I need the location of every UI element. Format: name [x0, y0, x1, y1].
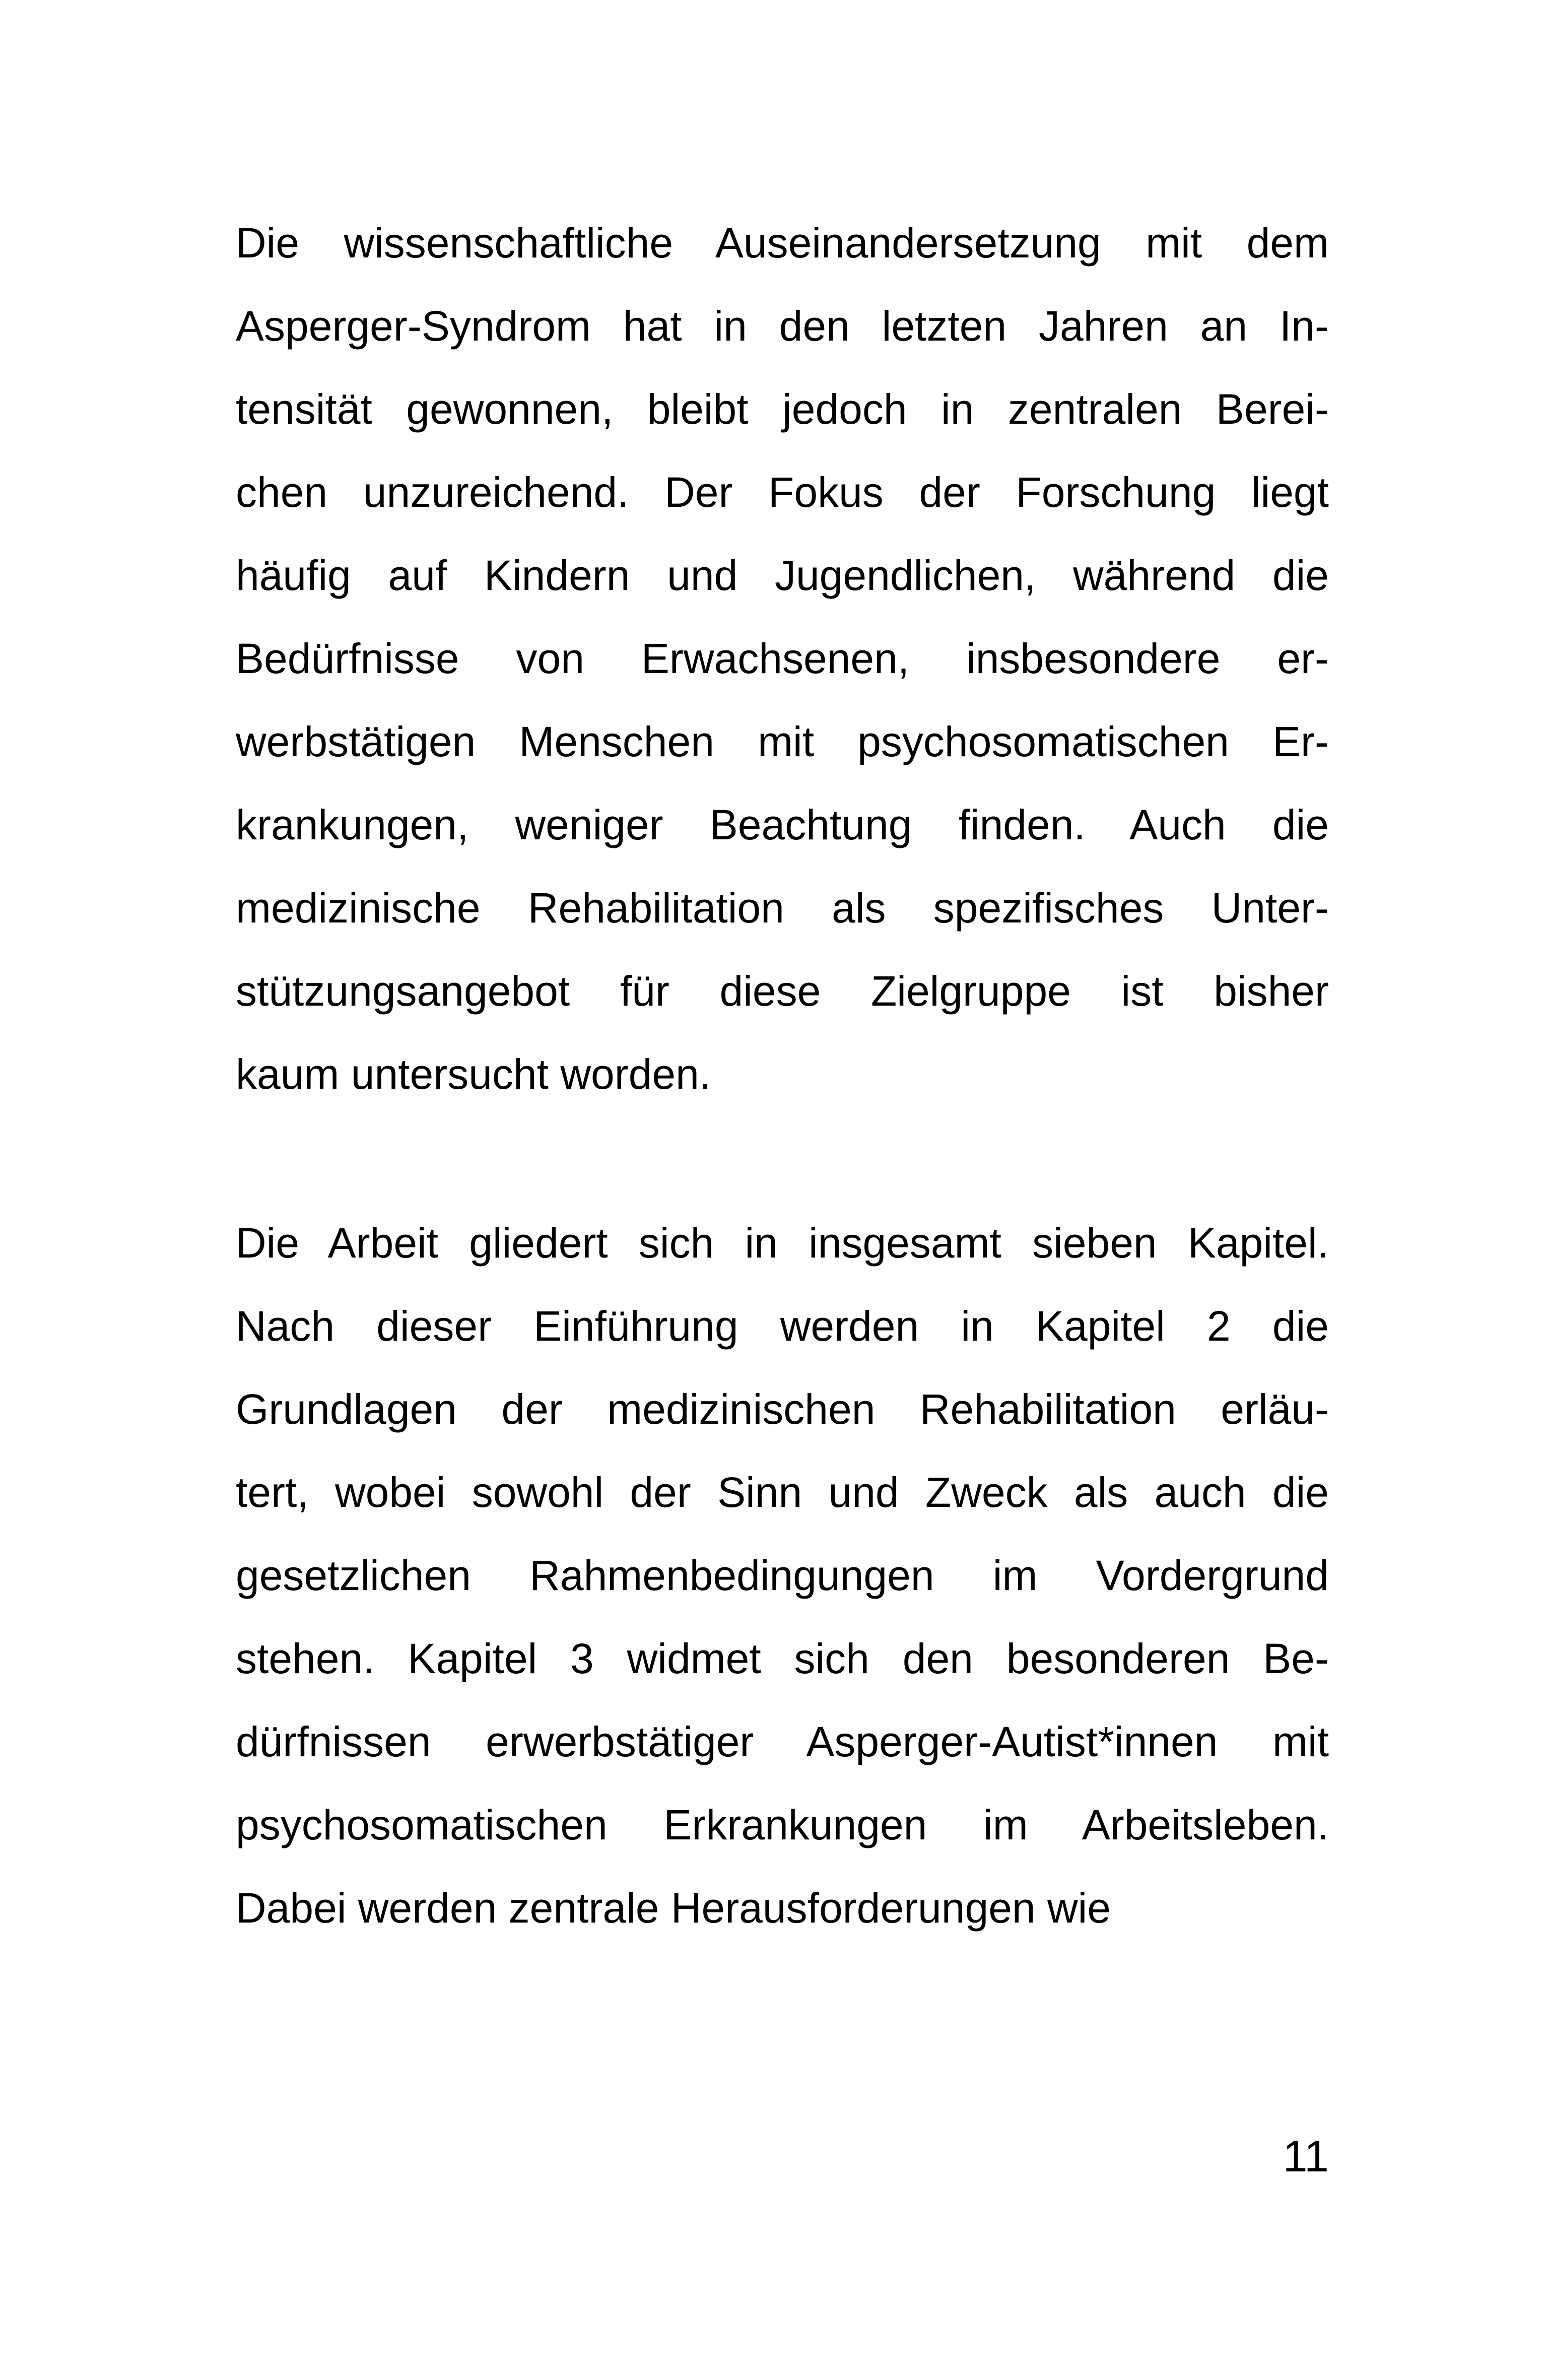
paragraph-1 — [236, 202, 1329, 1116]
text-line: gesetzlichen Rahmenbedingungen im Vordergrund — [236, 1552, 1329, 1599]
text-line: Die wissenschaftliche Auseinandersetzung mit dem — [236, 219, 1329, 267]
text-line: Asperger-Syndrom hat in den letzten Jahren an In- — [236, 302, 1329, 350]
text-line: häufig auf Kindern und Jugendlichen, während die — [236, 552, 1329, 599]
text-line: medizinische Rehabilitation als spezifisches Unter- — [236, 884, 1329, 932]
text-line: tensität gewonnen, bleibt jedoch in zentralen Berei- — [236, 385, 1329, 433]
text-line: Grundlagen der medizinischen Rehabilitation erläu- — [236, 1385, 1329, 1433]
text-line: stützungsangebot für diese Zielgruppe ist bisher — [236, 967, 1329, 1015]
text-line: krankungen, weniger Beachtung finden. Auch die — [236, 801, 1329, 848]
text-line: dürfnissen erwerbstätiger Asperger-Autist*innen mit — [236, 1718, 1329, 1765]
text-line: chen unzureichend. Der Fokus der Forschung liegt — [236, 469, 1329, 516]
paragraph-2 — [236, 1202, 1329, 1950]
text-line: Nach dieser Einführung werden in Kapitel 2 die — [236, 1302, 1329, 1350]
text-line: tert, wobei sowohl der Sinn und Zweck als auch die — [236, 1469, 1329, 1516]
text-line: werbstätigen Menschen mit psychosomatischen Er- — [236, 718, 1329, 765]
text-line: kaum untersucht worden. — [236, 1050, 711, 1098]
text-line: Die Arbeit gliedert sich in insgesamt sieben Kapitel. — [236, 1219, 1329, 1267]
page-number: 11 — [1283, 2131, 1329, 2181]
text-line: psychosomatischen Erkrankungen im Arbeitsleben. — [236, 1801, 1329, 1848]
text-line: Dabei werden zentrale Herausforderungen wie — [236, 1884, 1111, 1932]
text-line: Bedürfnisse von Erwachsenen, insbesondere er- — [236, 635, 1329, 682]
text-line: stehen. Kapitel 3 widmet sich den besonderen Be- — [236, 1635, 1329, 1682]
